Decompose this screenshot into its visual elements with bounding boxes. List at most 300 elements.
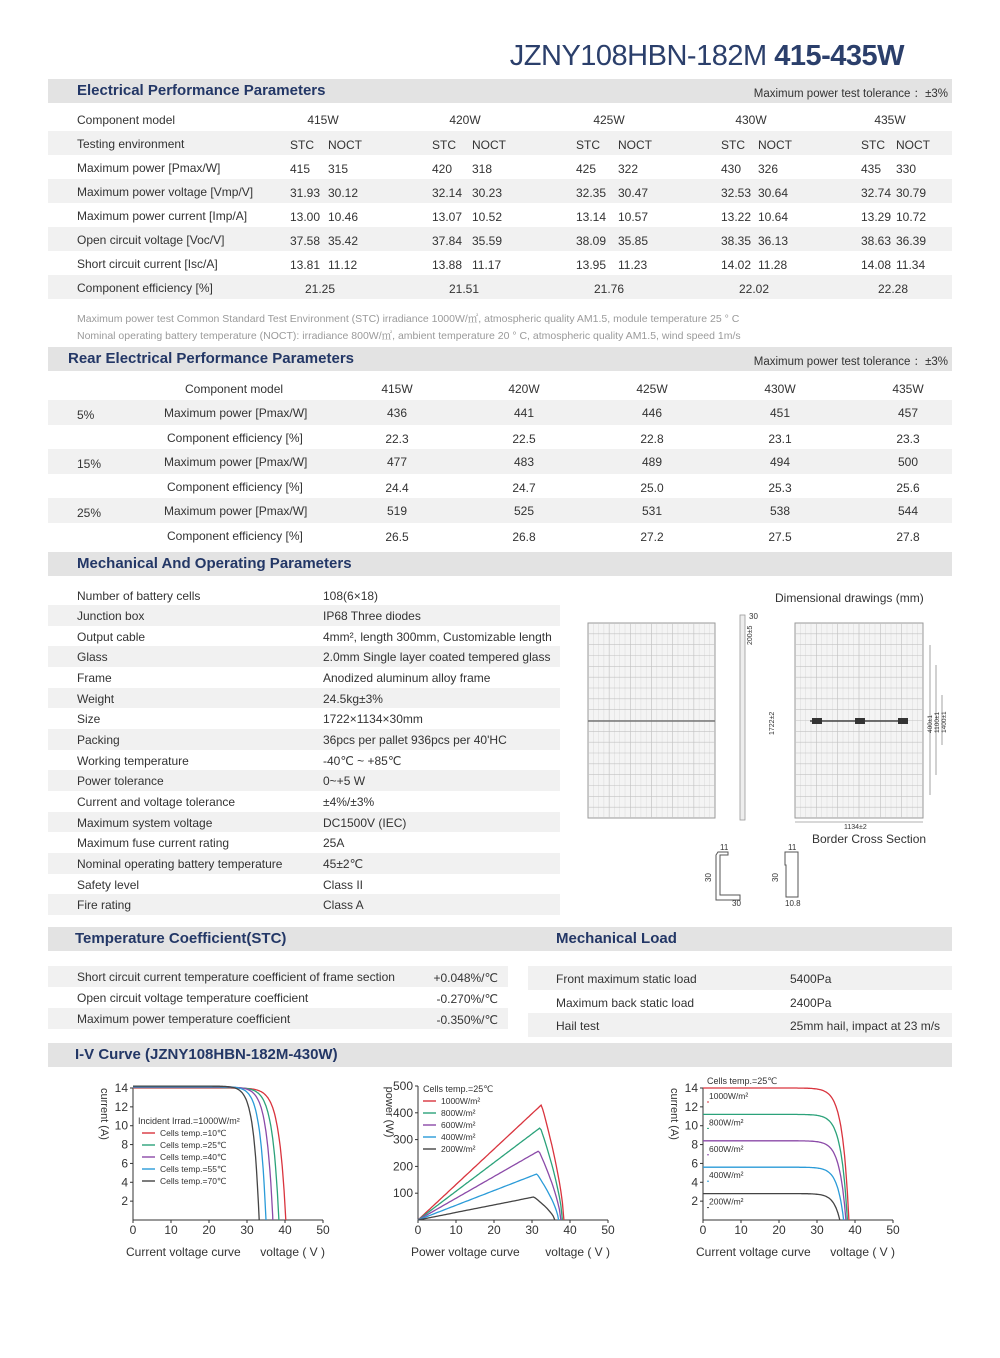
dim-30-a: 30 <box>704 873 713 882</box>
legend-entry: Cells temp.=70℃ <box>160 1176 227 1186</box>
row-label: Front maximum static load <box>556 972 697 986</box>
row-label: Junction box <box>77 609 145 624</box>
rear-row-eff <box>48 523 952 548</box>
temperature-row <box>48 1008 508 1029</box>
noct-header: NOCT <box>472 138 506 152</box>
legend-entry: 200W/m² <box>441 1144 476 1154</box>
stc-note: Maximum power test Common Standard Test Environment (STC) irradiance 1000W/㎡, atmospheric quality AM1.5, module temperature 25 ° C <box>77 313 740 325</box>
mechanical-row <box>48 770 560 791</box>
stc-value: 430 <box>721 162 742 176</box>
row-label: Safety level <box>77 877 140 892</box>
mechanical-row <box>48 646 560 667</box>
x-tick-label: 40 <box>563 1223 577 1237</box>
temperature-row <box>48 987 508 1008</box>
stc-header: STC <box>290 138 314 152</box>
legend-entry: 200W/m² <box>709 1196 744 1207</box>
efficiency-value: 25.3 <box>768 480 792 495</box>
rear-row-power <box>48 400 952 425</box>
rear-title: Rear Electrical Performance Parameters <box>68 350 354 367</box>
x-tick-label: 10 <box>449 1223 463 1237</box>
mechanical-row <box>48 585 560 606</box>
temperature-title: Temperature Coefficient(STC) <box>75 930 287 947</box>
efficiency-value: 27.2 <box>640 529 664 544</box>
row-value: 0~+5 W <box>323 774 366 789</box>
row-value: 24.5kg±3% <box>323 691 383 706</box>
panel-front-view <box>588 623 715 818</box>
rear-row-power <box>48 498 952 523</box>
x-tick-label: 50 <box>316 1223 330 1237</box>
x-axis-label: voltage ( V ) <box>260 1245 325 1259</box>
legend <box>707 1076 777 1208</box>
y-tick-label: 10 <box>114 1118 128 1133</box>
row-value: -0.270%/℃ <box>436 992 498 1006</box>
mechanical-row <box>48 688 560 709</box>
power-value: 457 <box>897 406 919 420</box>
legend-entry: 1000W/m² <box>441 1096 481 1106</box>
mechanical-row <box>48 667 560 688</box>
power-value: 477 <box>386 455 408 469</box>
power-value: 525 <box>513 504 535 518</box>
power-value: 483 <box>513 455 535 469</box>
noct-value: 30.79 <box>896 186 927 200</box>
row-label: Maximum power [Pmax/W] <box>77 161 221 175</box>
model-name: JZNY108HBN-182M <box>509 40 767 72</box>
stc-header: STC <box>432 138 456 152</box>
y-tick-label: 500 <box>392 1079 413 1093</box>
noct-value: 11.12 <box>328 258 358 272</box>
dim-11-b: 11 <box>788 843 797 852</box>
power-range: 415-435W <box>774 40 904 72</box>
legend-entry: 600W/m² <box>709 1143 744 1154</box>
row-label: Number of battery cells <box>77 588 201 603</box>
mechanical-row <box>48 729 560 750</box>
mechanical-row <box>48 874 560 895</box>
efficiency-value: 25.0 <box>640 480 664 495</box>
efficiency-value: 21.25 <box>304 282 336 296</box>
power-value: 544 <box>897 504 919 518</box>
stc-value: 32.53 <box>721 186 752 200</box>
series-line <box>418 1151 561 1220</box>
stc-value: 13.81 <box>290 258 321 272</box>
dim-1400: 1400±1 <box>941 711 948 733</box>
dim-1100: 1100±1 <box>934 711 941 733</box>
y-tick-label: 6 <box>691 1156 698 1171</box>
y-tick-label: 4 <box>691 1175 698 1190</box>
y-tick-label: 10 <box>684 1118 698 1133</box>
y-tick-label: 200 <box>392 1159 413 1174</box>
row-label: Size <box>77 712 101 727</box>
noct-value: 30.64 <box>758 186 789 200</box>
mechanical-row <box>48 708 560 729</box>
stc-value: 37.58 <box>290 234 321 248</box>
row-label: Glass <box>77 650 108 665</box>
power-value: 441 <box>513 406 535 420</box>
dim-11-a: 11 <box>720 843 729 852</box>
stc-value: 38.63 <box>861 234 892 248</box>
stc-header: STC <box>861 138 885 152</box>
pct-label: 25% <box>77 506 102 520</box>
legend-entry: 400W/m² <box>709 1170 744 1181</box>
noct-header: NOCT <box>618 138 652 152</box>
stc-value: 32.14 <box>432 186 463 200</box>
legend <box>423 1084 493 1154</box>
noct-value: 326 <box>758 162 779 176</box>
power-value: 436 <box>386 406 408 420</box>
efficiency-value: 27.5 <box>768 529 792 544</box>
x-axis-label: voltage ( V ) <box>545 1245 610 1259</box>
x-tick-label: 40 <box>278 1223 292 1237</box>
row-label: Maximum power current [Imp/A] <box>77 209 248 223</box>
border-cross-section-label: Border Cross Section <box>812 832 927 846</box>
noct-value: 330 <box>896 162 917 176</box>
x-tick-label: 50 <box>601 1223 615 1237</box>
efficiency-value: 21.76 <box>593 282 625 296</box>
frame-cross-section <box>704 843 801 908</box>
row-label: Open circuit voltage [Voc/V] <box>77 233 225 247</box>
model-header: 415W <box>307 113 339 127</box>
stc-value: 13.88 <box>432 258 463 272</box>
x-tick-label: 20 <box>487 1223 501 1237</box>
dim-30-bottom: 30 <box>732 899 741 908</box>
row-label: Short circuit current [Isc/A] <box>77 257 218 271</box>
pct-label: 15% <box>77 457 102 471</box>
stc-value: 14.02 <box>721 258 752 272</box>
y-tick-label: 14 <box>684 1081 698 1095</box>
noct-value: 35.59 <box>472 234 503 248</box>
electrical-row <box>48 179 952 203</box>
noct-value: 10.57 <box>618 210 649 224</box>
power-value: 494 <box>769 455 791 469</box>
rear-row-eff <box>48 474 952 499</box>
stc-value: 13.07 <box>432 210 463 224</box>
stc-value: 38.09 <box>576 234 607 248</box>
noct-value: 10.72 <box>896 210 927 224</box>
mechanical-row <box>48 832 560 853</box>
row-label: Power tolerance <box>77 774 164 789</box>
row-label: Maximum power [Pmax/W] <box>164 406 308 420</box>
dim-10-8: 10.8 <box>785 899 801 908</box>
legend-entry: 800W/m² <box>709 1117 744 1128</box>
power-value: 500 <box>897 455 919 469</box>
noct-header: NOCT <box>328 138 362 152</box>
efficiency-value: 23.1 <box>768 431 792 446</box>
row-label: Maximum back static load <box>556 995 695 1010</box>
row-label: Packing <box>77 733 120 748</box>
y-tick-label: 100 <box>392 1186 413 1201</box>
electrical-row-testing <box>48 131 952 155</box>
x-tick-label: 10 <box>164 1223 178 1237</box>
efficiency-value: 27.8 <box>896 529 920 544</box>
row-label: Maximum system voltage <box>77 815 213 830</box>
noct-value: 35.85 <box>618 234 649 248</box>
noct-value: 30.23 <box>472 186 503 200</box>
electrical-row <box>48 251 952 275</box>
row-label: Working temperature <box>77 753 189 768</box>
row-label: Output cable <box>77 629 146 644</box>
x-tick-label: 30 <box>810 1223 824 1237</box>
row-label: Component efficiency [%] <box>77 281 213 295</box>
row-value: -40℃ ~ +85℃ <box>323 753 402 768</box>
page-title <box>510 40 904 73</box>
power-value: 446 <box>641 406 663 420</box>
model-header: 435W <box>874 113 906 127</box>
noct-value: 11.17 <box>472 258 502 272</box>
row-label: Hail test <box>556 1019 600 1033</box>
row-label: Component model <box>185 382 284 396</box>
efficiency-value: 22.8 <box>640 431 664 446</box>
y-tick-label: 300 <box>392 1132 413 1147</box>
y-tick-label: 6 <box>121 1156 128 1171</box>
power-value: 519 <box>386 504 408 518</box>
row-label: Maximum power [Pmax/W] <box>164 504 308 518</box>
y-axis-label: current (A) <box>98 1088 110 1140</box>
rear-row-eff <box>48 425 952 450</box>
pct-label: 5% <box>77 408 95 422</box>
stc-value: 38.35 <box>721 234 752 248</box>
y-tick-label: 14 <box>114 1081 128 1095</box>
noct-header: NOCT <box>758 138 792 152</box>
noct-value: 10.52 <box>472 210 503 224</box>
legend-entry: 600W/m² <box>441 1120 476 1130</box>
dim-30-b: 30 <box>771 873 780 882</box>
efficiency-value: 24.7 <box>512 480 536 495</box>
power-value: 538 <box>769 504 791 518</box>
mechanical-row <box>48 605 560 626</box>
row-label: Component efficiency [%] <box>167 528 303 543</box>
dim-1722: 1722±2 <box>769 711 776 735</box>
pv-chart <box>365 1072 630 1262</box>
y-tick-label: 8 <box>121 1137 128 1152</box>
row-value: -0.350%/℃ <box>436 1013 498 1027</box>
stc-value: 32.74 <box>861 186 892 200</box>
stc-value: 13.22 <box>721 210 752 224</box>
electrical-row <box>48 203 952 227</box>
row-value: 108(6×18) <box>323 588 379 603</box>
row-label: Weight <box>77 691 115 706</box>
x-tick-label: 0 <box>414 1223 422 1237</box>
stc-value: 13.95 <box>576 258 607 272</box>
mechanical-row <box>48 894 560 915</box>
row-label: Fire rating <box>77 898 132 913</box>
y-tick-label: 2 <box>121 1194 128 1209</box>
stc-value: 13.14 <box>576 210 607 224</box>
noct-value: 322 <box>618 162 639 176</box>
row-label: Maximum power voltage [Vmp/V] <box>77 185 254 199</box>
load-row <box>528 990 952 1014</box>
row-label: Maximum power [Pmax/W] <box>164 455 308 469</box>
model-header: 420W <box>508 382 540 396</box>
legend-entry: 1000W/m² <box>709 1091 749 1101</box>
efficiency-value: 26.5 <box>385 529 409 544</box>
iv-irr-chart <box>655 1072 915 1262</box>
noct-value: 11.23 <box>618 258 648 272</box>
noct-value: 11.34 <box>896 258 926 272</box>
rear-section-header <box>48 347 952 371</box>
legend-entry: Cells temp.=40℃ <box>160 1152 227 1162</box>
noct-header: NOCT <box>896 138 930 152</box>
power-value: 531 <box>641 504 663 518</box>
efficiency-value: 21.51 <box>448 282 480 296</box>
stc-value: 31.93 <box>290 186 321 200</box>
efficiency-value: 22.5 <box>512 431 536 446</box>
temperature-row <box>48 966 508 987</box>
row-value: +0.048%/℃ <box>433 971 498 985</box>
x-tick-label: 40 <box>848 1223 862 1237</box>
stc-value: 420 <box>432 162 453 176</box>
efficiency-value: 22.28 <box>877 282 909 296</box>
row-value: Class II <box>323 877 364 892</box>
noct-value: 10.64 <box>758 210 789 224</box>
temp-load-section-header <box>48 927 952 951</box>
row-value: 45±2℃ <box>323 856 364 871</box>
efficiency-value: 22.3 <box>385 431 409 446</box>
row-value: 2400Pa <box>790 995 832 1010</box>
x-tick-label: 20 <box>772 1223 786 1237</box>
row-value: Anodized aluminum alloy frame <box>323 671 491 686</box>
mechanical-row <box>48 750 560 771</box>
mechanical-row <box>48 791 560 812</box>
dim-30-side: 30 <box>749 612 758 621</box>
electrical-row <box>48 227 952 251</box>
row-value: 1722×1134×30mm <box>323 712 423 727</box>
model-header: 425W <box>636 382 668 396</box>
iv-title: I-V Curve (JZNY108HBN-182M-430W) <box>75 1046 338 1063</box>
dim-1134: 1134±2 <box>844 824 867 831</box>
row-value: Class A <box>323 898 364 913</box>
row-label: Maximum fuse current rating <box>77 836 230 851</box>
noct-value: 30.47 <box>618 186 649 200</box>
noct-value: 35.42 <box>328 234 359 248</box>
legend-entry: 800W/m² <box>441 1108 476 1118</box>
x-tick-label: 0 <box>699 1223 707 1237</box>
mechanical-row <box>48 853 560 874</box>
y-tick-label: 8 <box>691 1137 698 1152</box>
x-tick-label: 10 <box>734 1223 748 1237</box>
y-tick-label: 12 <box>114 1099 128 1114</box>
row-value: 25mm hail, impact at 23 m/s <box>790 1019 941 1033</box>
panel-back-view <box>795 623 948 831</box>
mechanical-row <box>48 626 560 647</box>
mechanical-title: Mechanical And Operating Parameters <box>77 555 352 572</box>
efficiency-value: 25.6 <box>896 480 920 495</box>
y-axis-label: current (A) <box>668 1088 680 1140</box>
rear-row-model <box>48 376 952 400</box>
noct-value: 30.12 <box>328 186 359 200</box>
electrical-row <box>48 155 952 179</box>
y-tick-label: 4 <box>121 1175 128 1190</box>
mechanical-row <box>48 812 560 833</box>
efficiency-value: 26.8 <box>512 529 536 544</box>
rear-row-power <box>48 449 952 474</box>
panel-side-view <box>740 612 776 820</box>
model-header: 435W <box>892 382 924 396</box>
legend-title: Incident Irrad.=1000W/m² <box>138 1116 240 1126</box>
stc-value: 32.35 <box>576 186 607 200</box>
stc-value: 14.08 <box>861 258 892 272</box>
row-value: 25A <box>323 836 345 851</box>
legend-title: Cells temp.=25℃ <box>707 1076 778 1086</box>
stc-value: 425 <box>576 162 597 176</box>
row-value: ±4%/±3% <box>323 795 375 809</box>
chart-title: Current voltage curve <box>126 1245 241 1259</box>
row-value: 2.0mm Single layer coated tempered glass <box>323 650 551 665</box>
stc-value: 435 <box>861 162 882 176</box>
dim-200: 200±5 <box>747 625 754 645</box>
legend-title: Cells temp.=25℃ <box>423 1084 494 1094</box>
row-label: Component efficiency [%] <box>167 479 303 494</box>
mechanical-section-header <box>48 552 952 576</box>
series-line <box>418 1174 559 1220</box>
legend-entry: Cells temp.=55℃ <box>160 1164 227 1174</box>
stc-value: 13.29 <box>861 210 892 224</box>
load-row <box>528 966 952 990</box>
efficiency-value: 23.3 <box>896 431 920 446</box>
x-tick-label: 30 <box>240 1223 254 1237</box>
legend-entry: Cells temp.=10℃ <box>160 1128 227 1138</box>
row-label: Frame <box>77 671 112 686</box>
electrical-section-header <box>48 79 952 103</box>
noct-value: 318 <box>472 162 493 176</box>
y-tick-label: 2 <box>691 1194 698 1209</box>
noct-value: 315 <box>328 162 349 176</box>
x-tick-label: 20 <box>202 1223 216 1237</box>
dim-400: 400±1 <box>927 714 934 733</box>
electrical-row-model <box>48 107 952 131</box>
stc-value: 415 <box>290 162 311 176</box>
power-value: 451 <box>769 406 791 420</box>
x-axis-label: voltage ( V ) <box>830 1245 895 1259</box>
drawing-title: Dimensional drawings (mm) <box>775 591 924 605</box>
row-label: Testing environment <box>77 137 185 151</box>
legend <box>138 1116 240 1186</box>
y-tick-label: 12 <box>684 1099 698 1114</box>
power-value: 489 <box>641 455 663 469</box>
row-label: Maximum power temperature coefficient <box>77 1012 291 1026</box>
row-value: 4mm², length 300mm, Customizable length <box>323 629 552 644</box>
model-header: 420W <box>449 113 481 127</box>
efficiency-value: 22.02 <box>738 282 770 296</box>
load-title: Mechanical Load <box>556 930 677 947</box>
iv-temp-chart <box>85 1072 345 1262</box>
y-tick-label: 400 <box>392 1105 413 1120</box>
stc-header: STC <box>721 138 745 152</box>
x-tick-label: 30 <box>525 1223 539 1237</box>
chart-title: Current voltage curve <box>696 1245 811 1259</box>
noct-note: Nominal operating battery temperature (NOCT): irradiance 800W/㎡, ambient temperature 20 ° C, atmospheric quality AM1.5, wind speed 1m/s <box>77 330 741 342</box>
model-header: 430W <box>735 113 767 127</box>
stc-value: 13.00 <box>290 210 321 224</box>
model-header: 430W <box>764 382 796 396</box>
stc-header: STC <box>576 138 600 152</box>
model-header: 425W <box>593 113 625 127</box>
electrical-tolerance: Maximum power test tolerance ：±3% <box>753 88 948 100</box>
legend-entry: Cells temp.=25℃ <box>160 1140 227 1150</box>
noct-value: 11.28 <box>758 258 788 272</box>
efficiency-value: 24.4 <box>385 480 409 495</box>
row-label: Nominal operating battery temperature <box>77 856 283 871</box>
chart-title: Power voltage curve <box>411 1245 520 1259</box>
x-tick-label: 0 <box>129 1223 137 1237</box>
dimensional-drawing <box>580 605 960 915</box>
noct-value: 10.46 <box>328 210 359 224</box>
iv-section-header <box>48 1043 952 1067</box>
x-tick-label: 50 <box>886 1223 900 1237</box>
rear-tolerance: Maximum power test tolerance ：±3% <box>753 356 948 368</box>
noct-value: 36.39 <box>896 234 927 248</box>
y-axis-label: power (W) <box>383 1086 395 1138</box>
row-value: 5400Pa <box>790 972 832 986</box>
row-label: Component efficiency [%] <box>167 430 303 445</box>
